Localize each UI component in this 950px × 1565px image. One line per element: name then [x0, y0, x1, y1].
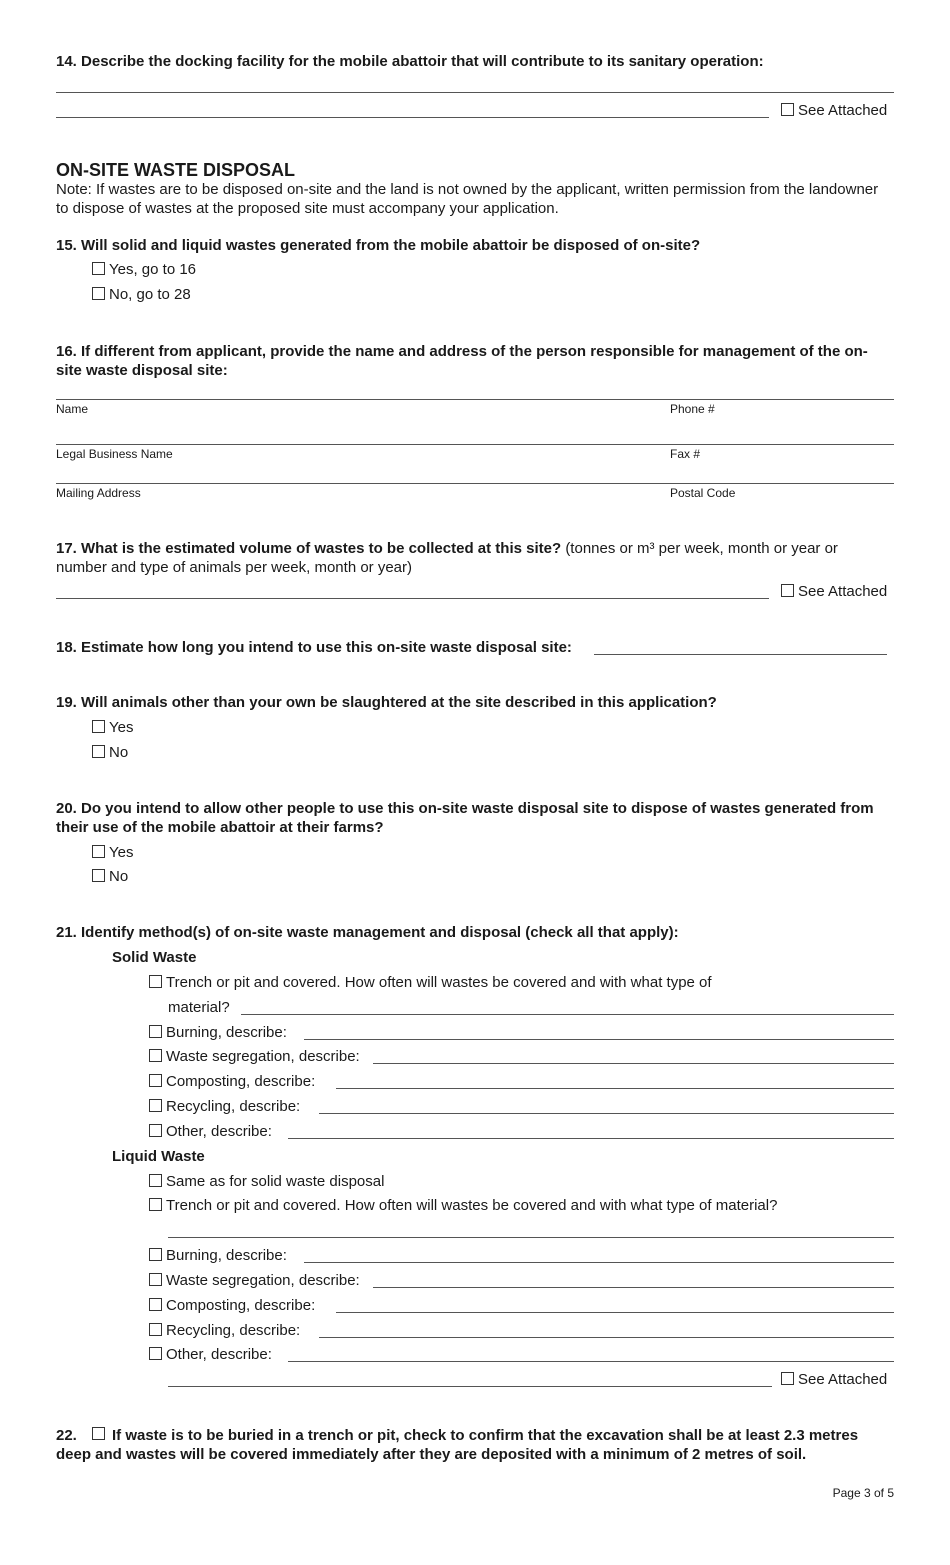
q22-text-line2: deep and wastes will be covered immediately after they are deposited with a minimum of 2 metres of soil. — [56, 1446, 807, 1463]
q16-postal-label: Postal Code — [670, 486, 736, 500]
liquid-trench-label: Trench or pit and covered. How often will wastes be covered and with what type of material? — [166, 1197, 778, 1214]
solid-recycling-line[interactable] — [319, 1113, 894, 1114]
q14-text: 14. Describe the docking facility for the mobile abattoir that will contribute to its sanitary operation: — [56, 53, 764, 70]
q17-see-attached[interactable] — [781, 582, 887, 601]
q15-yes-label: Yes, go to 16 — [109, 261, 197, 278]
solid-waste-heading: Solid Waste — [112, 949, 197, 966]
liquid-composting-label: Composting, describe: — [166, 1297, 316, 1314]
liquid-trench-checkbox[interactable] — [149, 1198, 162, 1211]
liquid-other-option[interactable] — [149, 1345, 272, 1364]
q17-hint: (tonnes or m³ per week, month or year or number and type of animals per week, month or year) — [56, 540, 838, 576]
liquid-other-line[interactable] — [288, 1361, 894, 1362]
liquid-recycling-label: Recycling, describe: — [166, 1322, 301, 1339]
q21-see-attached-label: See Attached — [798, 1371, 888, 1388]
q20-yes-label: Yes — [109, 844, 134, 861]
liquid-waste-heading: Liquid Waste — [112, 1148, 205, 1165]
liquid-burning-checkbox[interactable] — [149, 1248, 162, 1261]
q21-see-attached-checkbox[interactable] — [781, 1372, 794, 1385]
solid-burning-line[interactable] — [304, 1039, 894, 1040]
liquid-same-checkbox[interactable] — [149, 1174, 162, 1187]
solid-other-checkbox[interactable] — [149, 1124, 162, 1137]
liquid-other-checkbox[interactable] — [149, 1347, 162, 1360]
solid-burning-checkbox[interactable] — [149, 1025, 162, 1038]
solid-segregation-checkbox[interactable] — [149, 1049, 162, 1062]
solid-segregation-line[interactable] — [373, 1063, 894, 1064]
q22-confirm-checkbox[interactable] — [92, 1427, 105, 1440]
q19-no-label: No — [109, 744, 129, 761]
q18-line[interactable] — [594, 654, 887, 655]
q16-mailing-line[interactable] — [56, 483, 894, 484]
liquid-burning-label: Burning, describe: — [166, 1247, 287, 1264]
q16-text: 16. If different from applicant, provide the name and address of the person responsible for management of the on-site waste disposal site: — [56, 343, 868, 379]
q20-no-label: No — [109, 868, 129, 885]
q15-yes-checkbox[interactable] — [92, 262, 105, 275]
q14-line-2[interactable] — [56, 117, 769, 118]
solid-segregation-label: Waste segregation, describe: — [166, 1048, 360, 1065]
liquid-segregation-option[interactable] — [149, 1271, 360, 1290]
q19-no-checkbox[interactable] — [92, 745, 105, 758]
q19-option-no[interactable] — [92, 743, 128, 762]
q14-see-attached[interactable] — [781, 101, 887, 120]
q15-no-checkbox[interactable] — [92, 287, 105, 300]
q20-option-no[interactable] — [92, 867, 128, 886]
q14-see-attached-checkbox[interactable] — [781, 103, 794, 116]
liquid-extra-line[interactable] — [168, 1386, 772, 1387]
q20-option-yes[interactable] — [92, 843, 133, 862]
solid-recycling-option[interactable] — [149, 1097, 300, 1116]
liquid-trench-line[interactable] — [168, 1237, 894, 1238]
q19-yes-label: Yes — [109, 719, 134, 736]
solid-recycling-label: Recycling, describe: — [166, 1098, 301, 1115]
solid-composting-label: Composting, describe: — [166, 1073, 316, 1090]
liquid-composting-line[interactable] — [336, 1312, 894, 1313]
q17-see-attached-checkbox[interactable] — [781, 584, 794, 597]
liquid-same-label: Same as for solid waste disposal — [166, 1173, 385, 1190]
q16-mailing-label: Mailing Address — [56, 486, 141, 500]
q15-option-yes[interactable] — [92, 260, 196, 279]
solid-trench-line[interactable] — [241, 1014, 894, 1015]
q15-no-label: No, go to 28 — [109, 286, 191, 303]
liquid-recycling-checkbox[interactable] — [149, 1323, 162, 1336]
liquid-recycling-line[interactable] — [319, 1337, 894, 1338]
q20-no-checkbox[interactable] — [92, 869, 105, 882]
solid-composting-line[interactable] — [336, 1088, 894, 1089]
q18-text: 18. Estimate how long you intend to use this on-site waste disposal site: — [56, 639, 572, 656]
q19-text: 19. Will animals other than your own be slaughtered at the site described in this application? — [56, 694, 717, 711]
liquid-burning-line[interactable] — [304, 1262, 894, 1263]
q17-see-attached-label: See Attached — [798, 583, 888, 600]
q16-name-line[interactable] — [56, 399, 894, 400]
solid-trench-checkbox[interactable] — [149, 975, 162, 988]
solid-burning-label: Burning, describe: — [166, 1024, 287, 1041]
q16-fax-label: Fax # — [670, 447, 701, 461]
q16-name-label: Name — [56, 402, 89, 416]
q16-phone-label: Phone # — [670, 402, 715, 416]
q20-text: 20. Do you intend to allow other people to use this on-site waste disposal site to dispose of wastes generated from their use of the mobile abattoir at their farms? — [56, 800, 874, 836]
solid-burning-option[interactable] — [149, 1023, 287, 1042]
liquid-other-label: Other, describe: — [166, 1346, 272, 1363]
q21-see-attached[interactable] — [781, 1370, 887, 1389]
q17-block — [56, 539, 891, 577]
q17-text: 17. What is the estimated volume of wastes to be collected at this site? — [56, 540, 562, 557]
solid-composting-checkbox[interactable] — [149, 1074, 162, 1087]
solid-other-line[interactable] — [288, 1138, 894, 1139]
solid-other-label: Other, describe: — [166, 1123, 272, 1140]
liquid-segregation-checkbox[interactable] — [149, 1273, 162, 1286]
solid-other-option[interactable] — [149, 1122, 272, 1141]
liquid-composting-checkbox[interactable] — [149, 1298, 162, 1311]
solid-trench-material-label: material? — [168, 999, 230, 1016]
liquid-same-option[interactable] — [149, 1172, 384, 1191]
liquid-trench-option[interactable] — [149, 1196, 777, 1215]
q15-option-no[interactable] — [92, 285, 191, 304]
solid-recycling-checkbox[interactable] — [149, 1099, 162, 1112]
liquid-segregation-line[interactable] — [373, 1287, 894, 1288]
q20-yes-checkbox[interactable] — [92, 845, 105, 858]
liquid-composting-option[interactable] — [149, 1296, 315, 1315]
q16-business-label: Legal Business Name — [56, 447, 173, 461]
q21-text: 21. Identify method(s) of on-site waste management and disposal (check all that apply): — [56, 924, 679, 941]
q16-business-line[interactable] — [56, 444, 894, 445]
solid-composting-option[interactable] — [149, 1072, 315, 1091]
q14-line-1[interactable] — [56, 92, 894, 93]
q22-number: 22. — [56, 1427, 77, 1444]
liquid-recycling-option[interactable] — [149, 1321, 300, 1340]
q17-line[interactable] — [56, 598, 769, 599]
solid-trench-label: Trench or pit and covered. How often will wastes be covered and with what type of — [166, 974, 712, 991]
q19-yes-checkbox[interactable] — [92, 720, 105, 733]
section-note: Note: If wastes are to be disposed on-site and the land is not owned by the applicant, written permission from the landowner to dispose of wastes at the proposed site must accompany your application. — [56, 181, 879, 217]
page-number: Page 3 of 5 — [832, 1486, 894, 1500]
liquid-segregation-label: Waste segregation, describe: — [166, 1272, 360, 1289]
q22-text-line1: If waste is to be buried in a trench or pit, check to confirm that the excavation shall be at least 2.3 metres — [112, 1427, 859, 1444]
section-title: ON-SITE WASTE DISPOSAL — [56, 160, 296, 180]
solid-trench-option[interactable] — [149, 973, 712, 992]
q15-text: 15. Will solid and liquid wastes generated from the mobile abattoir be disposed of on-site? — [56, 237, 701, 254]
solid-segregation-option[interactable] — [149, 1047, 360, 1066]
q19-option-yes[interactable] — [92, 718, 133, 737]
liquid-burning-option[interactable] — [149, 1246, 287, 1265]
q14-see-attached-label: See Attached — [798, 102, 888, 119]
